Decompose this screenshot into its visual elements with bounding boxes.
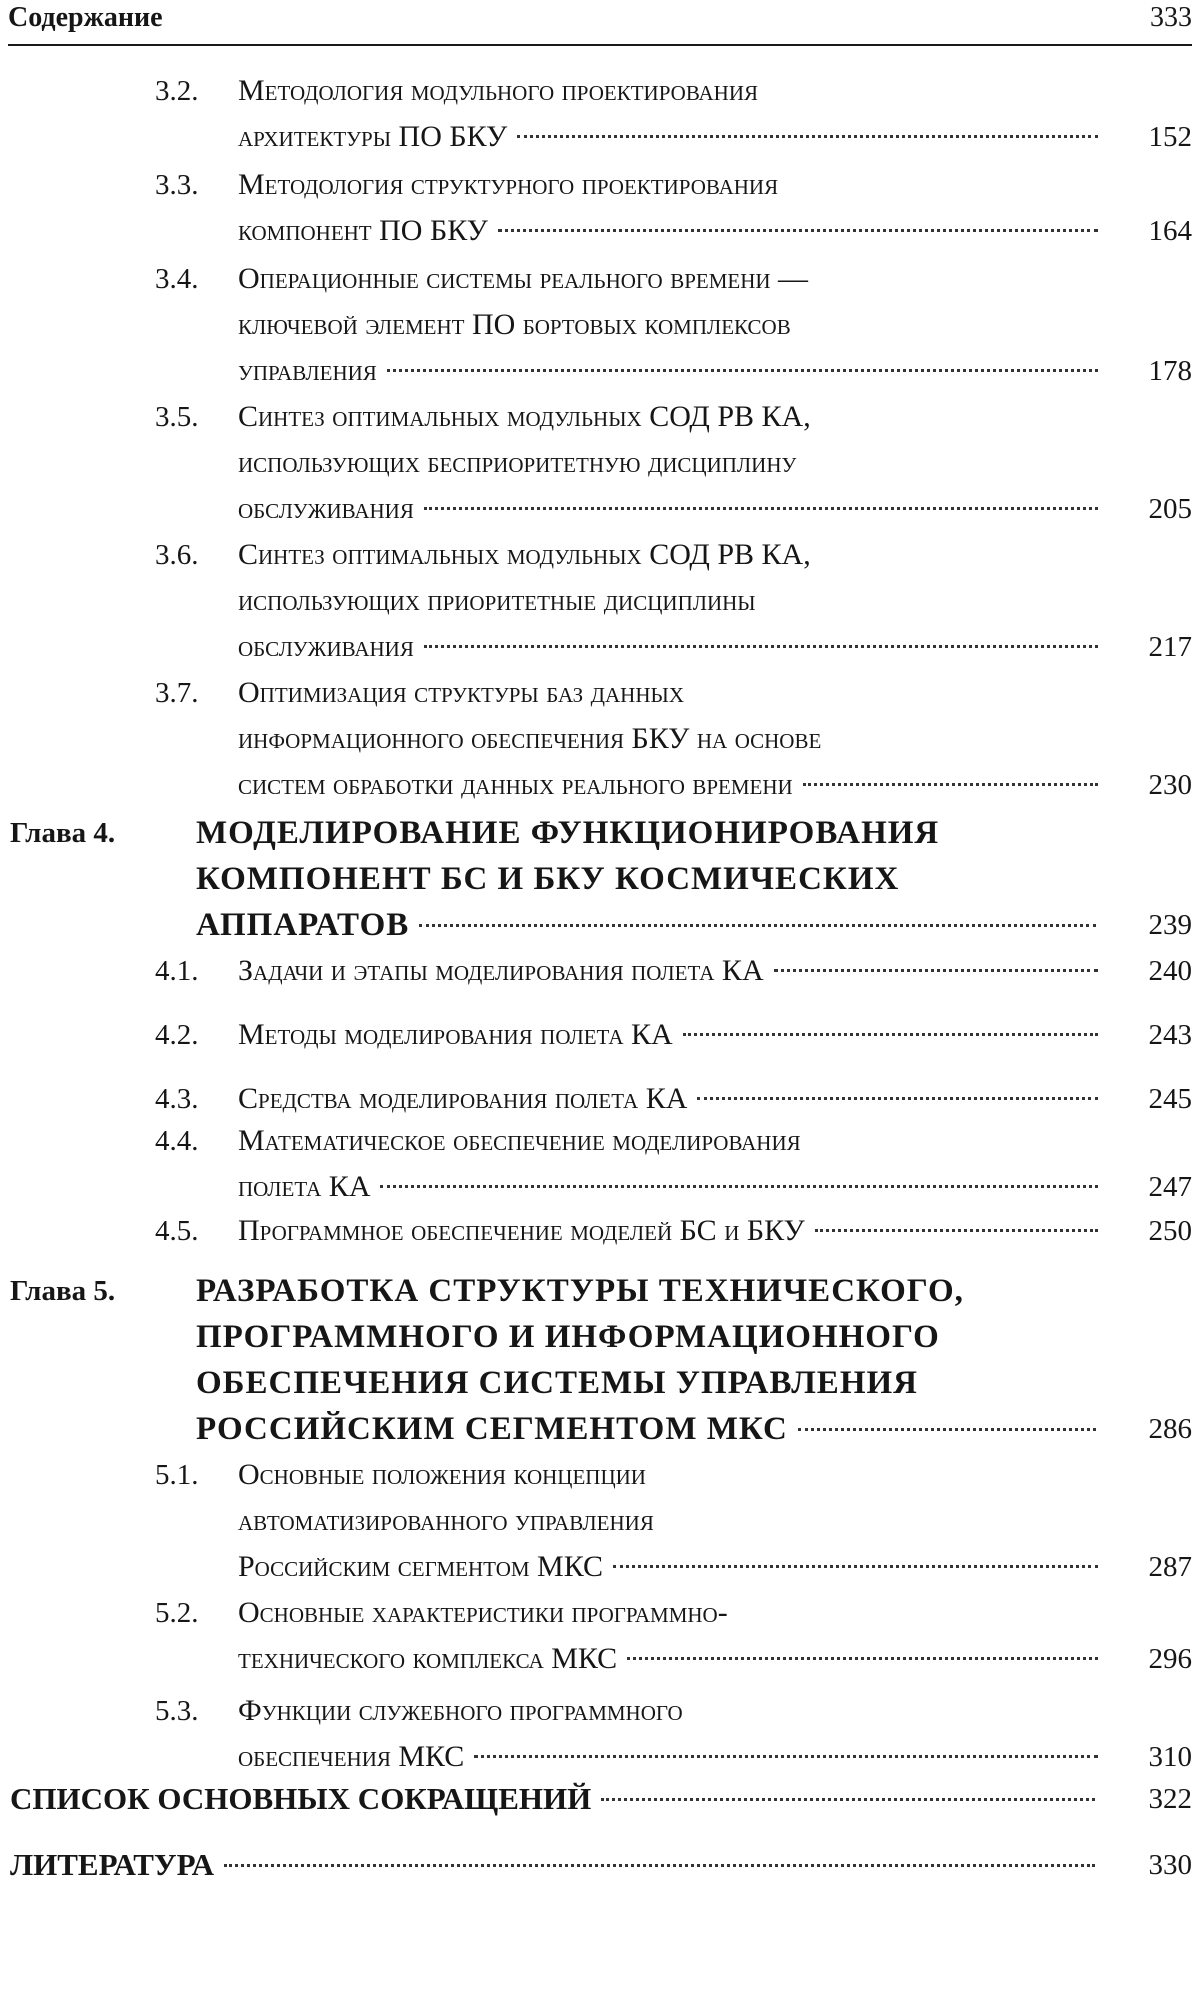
entry-page-number: 287 [1148, 1551, 1192, 1583]
dot-leader [613, 1565, 1098, 1568]
entry-page-number: 230 [1148, 769, 1192, 801]
entry-title-line: Методы моделирования полета КА [238, 1018, 673, 1051]
dot-leader [419, 924, 1096, 927]
dot-leader [380, 1185, 1098, 1188]
entry-number: 5.3. [155, 1695, 199, 1727]
entry-page-number: 239 [1148, 909, 1192, 941]
chapter-title-line: РОССИЙСКИМ СЕГМЕНТОМ МКС [196, 1411, 788, 1447]
dot-leader [803, 783, 1098, 786]
entry-page-number: 247 [1148, 1171, 1192, 1203]
entry-page-number: 245 [1148, 1083, 1192, 1115]
entry-title-line: Математическое обеспечение моделирования [238, 1124, 801, 1157]
entry-number: 4.5. [155, 1215, 199, 1247]
entry-title-line: технического комплекса МКС [238, 1642, 618, 1675]
entry-title-line: Функции служебного программного [238, 1694, 683, 1727]
entry-title-line: Средства моделирования полета КА [238, 1082, 688, 1115]
dot-leader [424, 507, 1098, 510]
dot-leader [697, 1097, 1098, 1100]
entry-title-line: управления [238, 354, 377, 387]
header-page-number: 333 [1150, 2, 1192, 33]
chapter-number: Глава 4. [10, 817, 116, 849]
dot-leader [815, 1229, 1098, 1232]
entry-title-line: Программное обеспечение моделей БС и БКУ [238, 1214, 805, 1247]
entry-number: 4.3. [155, 1083, 199, 1115]
entry-title-line: СПИСОК ОСНОВНЫХ СОКРАЩЕНИЙ [10, 1781, 592, 1816]
dot-leader [424, 645, 1098, 648]
entry-number: 3.3. [155, 169, 199, 201]
entry-number: 3.4. [155, 263, 199, 295]
entry-title-line: Методология модульного проектирования [238, 74, 759, 107]
dot-leader [387, 369, 1098, 372]
entry-title-line: архитектуры ПО БКУ [238, 120, 508, 153]
entry-page-number: 243 [1148, 1019, 1192, 1051]
entry-title-line: ключевой элемент ПО бортовых комплексов [238, 308, 791, 341]
entry-page-number: 152 [1148, 121, 1192, 153]
chapter-title-line: РАЗРАБОТКА СТРУКТУРЫ ТЕХНИЧЕСКОГО, [196, 1273, 964, 1309]
entry-title-line: Основные положения концепции [238, 1458, 646, 1491]
entry-page-number: 322 [1148, 1783, 1192, 1815]
chapter-title-line: АППАРАТОВ [196, 907, 410, 943]
entry-title-line: ЛИТЕРАТУРА [10, 1847, 214, 1882]
entry-page-number: 217 [1148, 631, 1192, 663]
entry-title-line: полета КА [238, 1170, 371, 1203]
entry-page-number: 178 [1148, 355, 1192, 387]
entry-number: 5.1. [155, 1459, 199, 1491]
header-title: Содержание [8, 2, 163, 33]
chapter-title-line: ОБЕСПЕЧЕНИЯ СИСТЕМЫ УПРАВЛЕНИЯ [196, 1365, 918, 1401]
dot-leader [798, 1428, 1096, 1431]
entry-title-line: Российским сегментом МКС [238, 1550, 604, 1583]
dot-leader [498, 229, 1098, 232]
entry-page-number: 286 [1148, 1413, 1192, 1445]
entry-title-line: обслуживания [238, 492, 414, 525]
entry-title-line: автоматизированного управления [238, 1504, 654, 1537]
entry-title-line: Оптимизация структуры баз данных [238, 676, 684, 709]
entry-number: 3.6. [155, 539, 199, 571]
entry-page-number: 164 [1148, 215, 1192, 247]
dot-leader [517, 135, 1098, 138]
chapter-title-line: КОМПОНЕНТ БС И БКУ КОСМИЧЕСКИХ [196, 861, 900, 897]
dot-leader [683, 1033, 1098, 1036]
entry-title-line: систем обработки данных реального времени [238, 768, 793, 801]
entry-title-line: обслуживания [238, 630, 414, 663]
entry-title-line: использующих приоритетные дисциплины [238, 584, 756, 617]
chapter-title-line: ПРОГРАММНОГО И ИНФОРМАЦИОННОГО [196, 1319, 940, 1355]
entry-title-line: Синтез оптимальных модульных СОД РВ КА, [238, 538, 811, 571]
entry-page-number: 310 [1148, 1741, 1192, 1773]
entry-title-line: обеспечения МКС [238, 1740, 465, 1773]
dot-leader [627, 1657, 1098, 1660]
chapter-title-line: МОДЕЛИРОВАНИЕ ФУНКЦИОНИРОВАНИЯ [196, 815, 940, 851]
entry-number: 3.7. [155, 677, 199, 709]
dot-leader [474, 1755, 1098, 1758]
entry-title-line: компонент ПО БКУ [238, 214, 488, 247]
dot-leader [774, 969, 1098, 972]
entry-title-line: Методология структурного проектирования [238, 168, 779, 201]
dot-leader [601, 1798, 1095, 1801]
entry-number: 5.2. [155, 1597, 199, 1629]
entry-title-line: использующих бесприоритетную дисциплину [238, 446, 797, 479]
entry-page-number: 240 [1148, 955, 1192, 987]
chapter-number: Глава 5. [10, 1275, 116, 1307]
entry-title-line: Синтез оптимальных модульных СОД РВ КА, [238, 400, 811, 433]
entry-title-line: Задачи и этапы моделирования полета КА [238, 954, 764, 987]
entry-number: 4.1. [155, 955, 199, 987]
running-header [8, 0, 1192, 46]
entry-number: 3.5. [155, 401, 199, 433]
entry-page-number: 250 [1148, 1215, 1192, 1247]
entry-title-line: Основные характеристики программно- [238, 1596, 728, 1629]
entry-page-number: 330 [1148, 1849, 1192, 1881]
entry-number: 3.2. [155, 75, 199, 107]
dot-leader [224, 1864, 1095, 1867]
entry-title-line: Операционные системы реального времени — [238, 262, 809, 295]
entry-number: 4.4. [155, 1125, 199, 1157]
entry-title-line: информационного обеспечения БКУ на основе [238, 722, 822, 755]
entry-page-number: 205 [1148, 493, 1192, 525]
entry-page-number: 296 [1148, 1643, 1192, 1675]
entry-number: 4.2. [155, 1019, 199, 1051]
